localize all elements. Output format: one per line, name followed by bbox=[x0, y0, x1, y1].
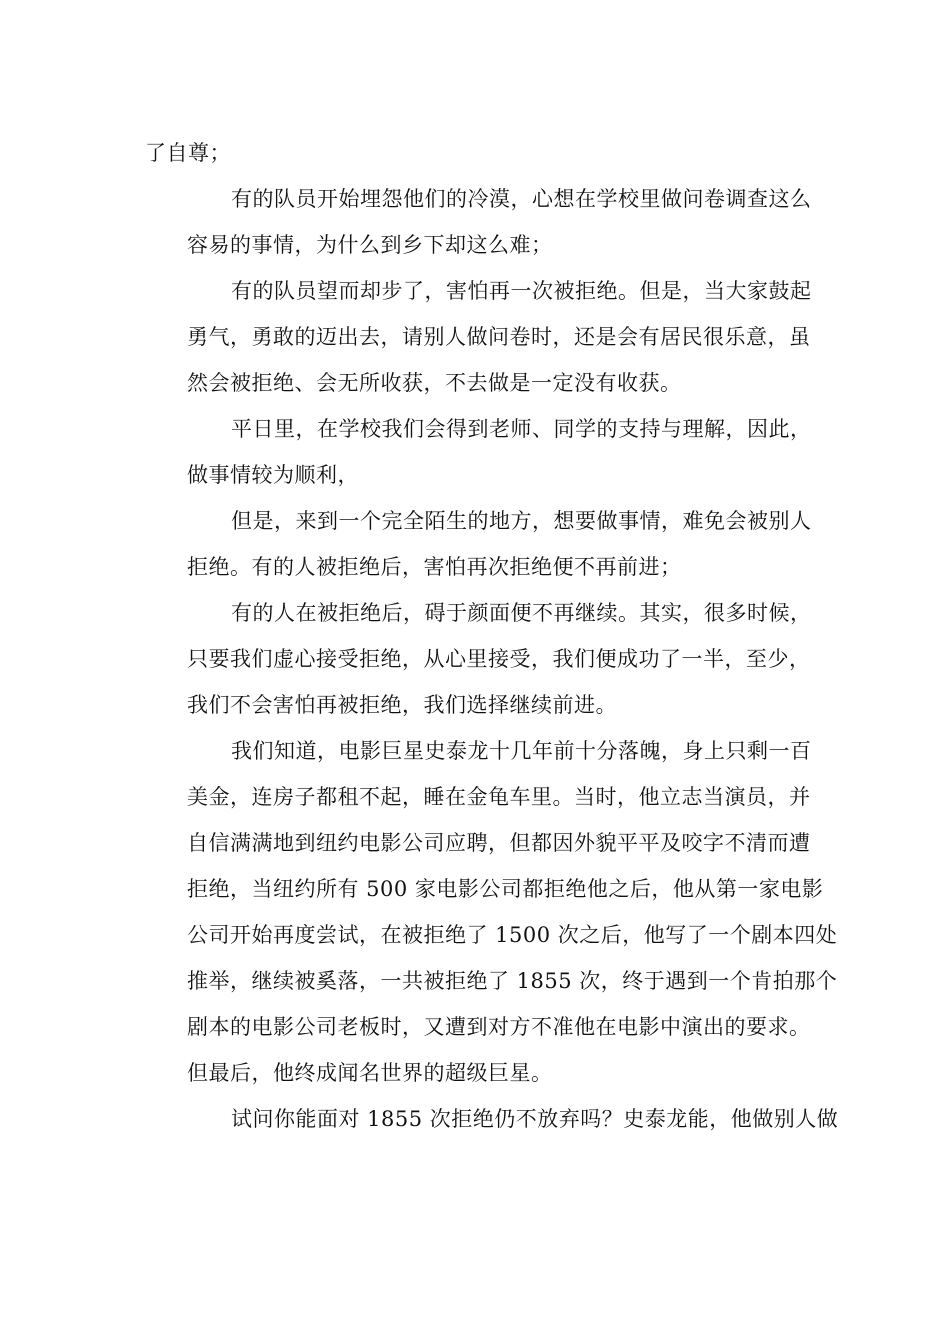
paragraph bbox=[145, 268, 812, 406]
text-line: 自信满满地到纽约电影公司应聘，但都因外貌平平及咬字不清而遭 bbox=[187, 831, 811, 855]
text-line: 平日里，在学校我们会得到老师、同学的支持与理解，因此， bbox=[231, 417, 812, 441]
paragraph bbox=[145, 176, 812, 268]
text-line: 有的人在被拒绝后，碍于颜面便不再继续。其实，很多时候， bbox=[231, 601, 812, 625]
text-line: 我们知道，电影巨星史泰龙十几年前十分落魄，身上只剩一百 bbox=[231, 739, 812, 763]
paragraph bbox=[145, 1096, 839, 1142]
text-line: 有的队员望而却步了，害怕再一次被拒绝。但是，当大家鼓起 bbox=[231, 279, 812, 303]
text-line: 了自尊； bbox=[145, 141, 231, 165]
paragraph bbox=[145, 728, 838, 1096]
text-line: 推举，继续被奚落，一共被拒绝了 1855 次，终于遇到一个肯拍那个 bbox=[187, 969, 838, 993]
text-line: 但最后，他终成闻名世界的超级巨星。 bbox=[187, 1061, 553, 1085]
text-line: 美金，连房子都租不起，睡在金龟车里。当时，他立志当演员，并 bbox=[187, 785, 811, 809]
text-line: 公司开始再度尝试，在被拒绝了 1500 次之后，他写了一个剧本四处 bbox=[187, 923, 838, 947]
text-line: 试问你能面对 1855 次拒绝仍不放弃吗？史泰龙能，他做别人做 bbox=[231, 1107, 839, 1131]
text-line: 容易的事情，为什么到乡下却这么难； bbox=[187, 233, 553, 257]
text-line: 拒绝，当纽约所有 500 家电影公司都拒绝他之后，他从第一家电影 bbox=[187, 877, 824, 901]
text-line: 只要我们虚心接受拒绝，从心里接受，我们便成功了一半，至少， bbox=[187, 647, 811, 671]
text-line: 剧本的电影公司老板时，又遭到对方不准他在电影中演出的要求。 bbox=[187, 1015, 811, 1039]
paragraph bbox=[145, 406, 812, 498]
text-line: 拒绝。有的人被拒绝后，害怕再次拒绝便不再前进； bbox=[187, 555, 682, 579]
text-line: 有的队员开始埋怨他们的冷漠，心想在学校里做问卷调查这么 bbox=[231, 187, 812, 211]
text-line: 勇气，勇敢的迈出去，请别人做问卷时，还是会有居民很乐意，虽 bbox=[187, 325, 811, 349]
paragraph bbox=[145, 590, 812, 728]
text-line: 然会被拒绝、会无所收获，不去做是一定没有收获。 bbox=[187, 371, 682, 395]
paragraph bbox=[145, 498, 812, 590]
text-line: 做事情较为顺利， bbox=[187, 463, 359, 487]
document-body bbox=[145, 130, 839, 1142]
text-line: 我们不会害怕再被拒绝，我们选择继续前进。 bbox=[187, 693, 617, 717]
paragraph bbox=[145, 130, 807, 176]
text-line: 但是，来到一个完全陌生的地方，想要做事情，难免会被别人 bbox=[231, 509, 812, 533]
